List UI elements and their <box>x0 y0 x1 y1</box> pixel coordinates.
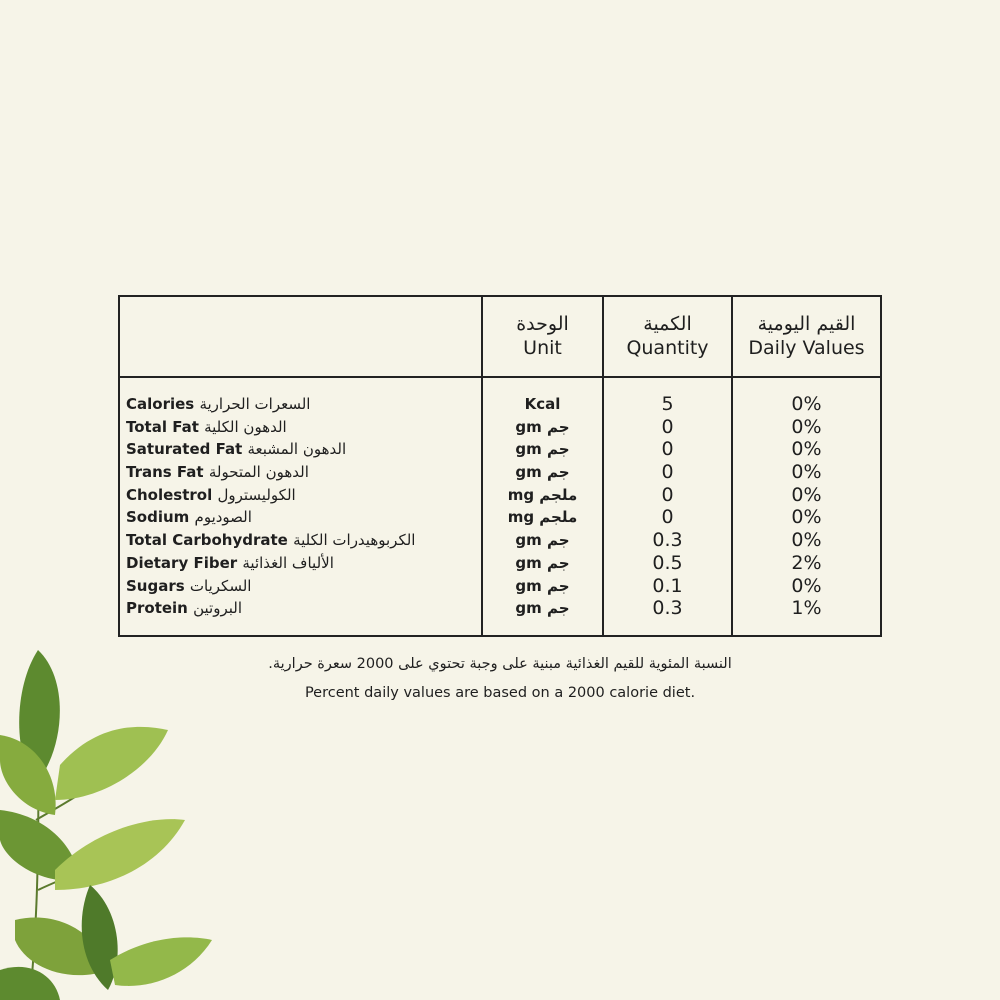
nutrient-name-en: Total Carbohydrate <box>126 531 288 550</box>
nutrient-name-en: Dietary Fiber <box>126 553 238 572</box>
nutrient-name-ar: الدهون الكلية <box>204 417 287 436</box>
nutrient-name-en: Trans Fat <box>126 463 204 482</box>
header-row <box>120 297 880 378</box>
unit-cell: gm جم <box>515 440 570 459</box>
unit-cell: gm جم <box>515 576 570 595</box>
nutrient-name-ar: الكوليسترول <box>217 485 296 504</box>
quantity-cell: 0 <box>661 415 674 438</box>
nutrient-name-ar: السعرات الحرارية <box>199 395 311 413</box>
nutrient-name-ar: الدهون المتحولة <box>208 463 309 482</box>
leaf-9 <box>0 967 60 1000</box>
quantity-cell: 0.1 <box>652 574 683 597</box>
nutrient-name-cell <box>120 575 481 598</box>
nutrient-name-ar: السكريات <box>189 576 252 595</box>
nutrition-table <box>118 295 882 637</box>
daily-value-cell: 0% <box>791 393 822 415</box>
header-quantity-en: Quantity <box>626 337 709 359</box>
quantity-cell: 0 <box>661 483 674 506</box>
nutrient-name-cell <box>120 597 481 620</box>
unit-cell: gm جم <box>515 553 570 572</box>
quantity-cell: 0.3 <box>652 597 683 620</box>
daily-value-cell: 0% <box>791 483 822 506</box>
nutrient-name-cell <box>120 484 481 507</box>
nutrient-name-cell <box>120 529 481 552</box>
nutrient-name-cell <box>120 552 481 575</box>
quantity-column <box>602 378 731 635</box>
unit-cell: mg ملجم <box>507 508 578 527</box>
header-name-cell <box>120 297 481 376</box>
nutrient-name-en: Sodium <box>126 508 190 527</box>
nutrient-name-en: Calories <box>126 395 195 413</box>
daily-value-column <box>731 378 880 635</box>
quantity-cell: 5 <box>661 393 674 415</box>
nutrient-name-cell <box>120 506 481 529</box>
quantity-cell: 0.3 <box>652 529 683 552</box>
footnote-arabic: النسبة المئوية للقيم الغذائية مبنية على وجبة تحتوي على 2000 سعرة حرارية. <box>268 656 732 672</box>
leaf-5 <box>55 819 185 890</box>
nutrient-name-cell <box>120 416 481 439</box>
unit-cell: Kcal <box>524 395 561 413</box>
nutrient-name-cell <box>120 438 481 461</box>
nutrient-name-en: Protein <box>126 599 188 618</box>
daily-value-cell: 2% <box>791 551 822 574</box>
unit-column <box>481 378 602 635</box>
leaf-8 <box>110 937 212 986</box>
footnote-english: Percent daily values are based on a 2000 calorie diet. <box>304 685 696 701</box>
unit-cell: mg ملجم <box>507 485 578 504</box>
nutrient-name-ar: الألياف الغذائية <box>242 553 334 572</box>
nutrient-name-ar: البروتين <box>193 599 243 618</box>
daily-value-cell: 0% <box>791 529 822 552</box>
nutrient-name-en: Saturated Fat <box>126 440 243 459</box>
unit-cell: gm جم <box>515 417 570 436</box>
unit-cell: gm جم <box>515 599 570 618</box>
nutrient-name-column <box>120 378 481 635</box>
quantity-cell: 0 <box>661 461 674 484</box>
quantity-cell: 0 <box>661 438 674 461</box>
nutrient-name-ar: الكربوهيدرات الكلية <box>293 531 416 550</box>
body-row <box>120 378 880 635</box>
nutrient-name-cell <box>120 393 481 416</box>
nutrient-name-en: Sugars <box>126 576 185 595</box>
quantity-cell: 0 <box>661 506 674 529</box>
unit-cell: gm جم <box>515 531 570 550</box>
nutrient-name-ar: الصوديوم <box>194 508 252 527</box>
header-daily-values-ar: القيم اليومية <box>757 313 856 335</box>
header-unit-en: Unit <box>523 337 562 359</box>
header-unit <box>481 297 602 376</box>
daily-value-cell: 0% <box>791 461 822 484</box>
daily-value-cell: 1% <box>791 597 822 620</box>
nutrient-name-en: Cholestrol <box>126 485 213 504</box>
nutrient-name-cell <box>120 461 481 484</box>
header-quantity-ar: الكمية <box>643 313 692 335</box>
leaf-3 <box>55 727 168 800</box>
header-unit-ar: الوحدة <box>516 313 569 335</box>
unit-cell: gm جم <box>515 463 570 482</box>
nutrient-name-en: Total Fat <box>126 417 199 436</box>
quantity-cell: 0.5 <box>652 551 683 574</box>
daily-value-cell: 0% <box>791 438 822 461</box>
daily-value-cell: 0% <box>791 506 822 529</box>
header-daily-values-en: Daily Values <box>748 337 865 359</box>
nutrient-name-ar: الدهون المشبعة <box>247 440 347 459</box>
leaves-illustration <box>0 640 230 1000</box>
header-quantity <box>602 297 731 376</box>
daily-value-cell: 0% <box>791 415 822 438</box>
daily-value-cell: 0% <box>791 574 822 597</box>
header-daily-values <box>731 297 880 376</box>
